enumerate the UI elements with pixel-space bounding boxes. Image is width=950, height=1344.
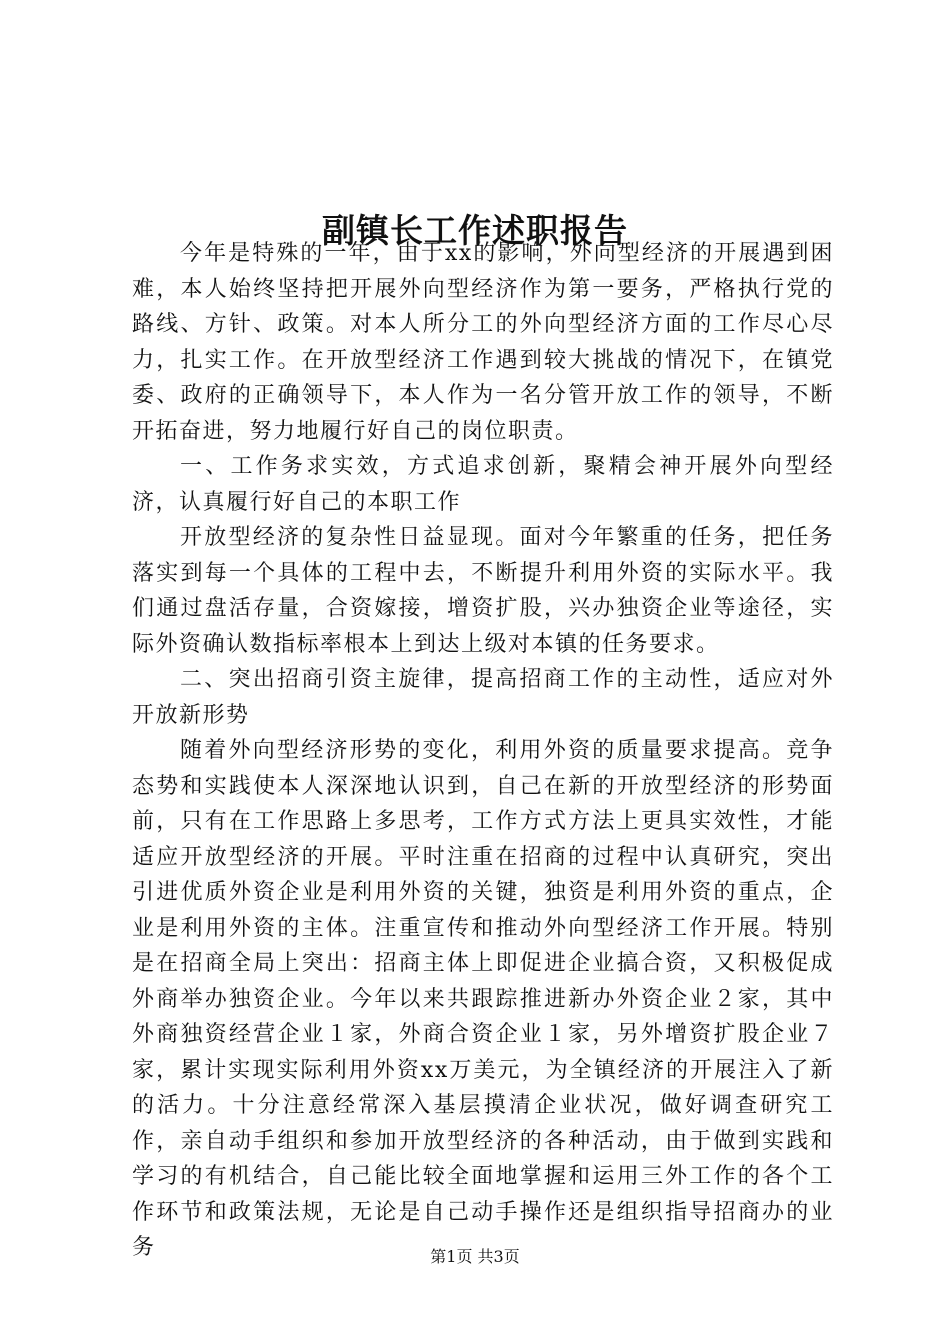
document-title: 副镇长工作述职报告 [322,211,628,251]
section-heading-2: 二、突出招商引资主旋律，提高招商工作的主动性，适应对外开放新形势 [132,667,834,728]
section-1-paragraph: 开放型经济的复杂性日益显现。面对今年繁重的任务，把任务落实到每一个具体的工程中去，不断提升利用外资的实际水平。我们通过盘活存量，合资嫁接，增资扩股，兴办独资企业等途径，实际外资确认数指标率根本上到达上级对本镇的任务要求。 [132,525,834,657]
section-2-paragraph: 随着外向型经济形势的变化，利用外资的质量要求提高。竞争态势和实践使本人深深地认识到，自己在新的开放型经济的形势面前，只有在工作思路上多思考，工作方式方法上更具实效性，才能适应开放型经济的开展。平时注重在招商的过程中认真研究，突出引进优质外资企业是利用外资的关键，独资是利用外资的重点，企业是利用外资的主体。注重宣传和推动外向型经济工作开展。特别是在招商全局上突出：招商主体上即促进企业搞合资，又积极促成外商举办独资企业。今年以来共跟踪推进新办外资企业２家，其中外商独资经营企业１家，外商合资企业１家，另外增资扩股企业７家，累计实现实际利用外资xx万美元，为全镇经济的开展注入了新的活力。十分注意经常深入基层摸清企业状况，做好调查研究工作，亲自动手组织和参加开放型经济的各种活动，由于做到实践和学习的有机结合，自己能比较全面地掌握和运用三外工作的各个工作环节和政策法规，无论是自己动手操作还是组织指导招商办的业务 [132,738,834,1260]
section-heading-1: 一、工作务求实效，方式追求创新，聚精会神开展外向型经济，认真履行好自己的本职工作 [132,454,834,515]
page-number-footer: 第1页 共3页 [430,1247,520,1266]
intro-paragraph: 今年是特殊的一年，由于xx的影响，外向型经济的开展遇到困难，本人始终坚持把开展外向型经济作为第一要务，严格执行党的路线、方针、政策。对本人所分工的外向型经济方面的工作尽心尽力，扎实工作。在开放型经济工作遇到较大挑战的情况下，在镇党委、政府的正确领导下，本人作为一名分管开放工作的领导，不断开拓奋进，努力地履行好自己的岗位职责。 [132,241,834,444]
document-body [132,236,834,1266]
